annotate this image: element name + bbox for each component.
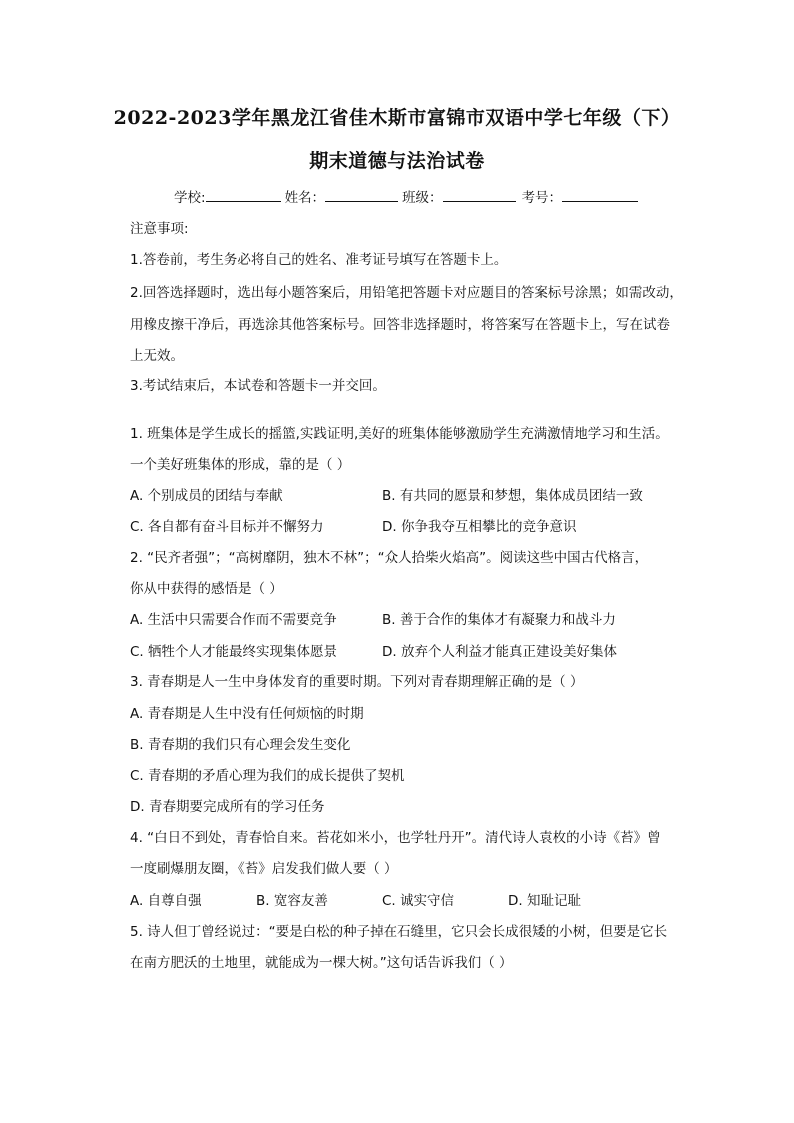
question-3-option-c: C. 青春期的矛盾心理为我们的成长提供了契机 [130, 768, 405, 784]
question-4-option-a: A. 自尊自强 [130, 893, 202, 909]
question-3-option-a: A. 青春期是人生中没有任何烦恼的时期 [130, 706, 364, 722]
question-4-stem-line-2: 一度刷爆朋友圈，《苔》启发我们做人要（ ） [130, 861, 398, 877]
question-4-option-d: D. 知耻记耻 [508, 893, 581, 909]
question-1-stem-line-2: 一个美好班集体的形成，靠的是（ ） [130, 457, 351, 473]
question-4-option-c: C. 诚实守信 [382, 893, 455, 909]
school-blank [206, 187, 281, 202]
notice-item-2-line-1: 2.回答选择题时，选出每小题答案后，用铅笔把答题卡对应题目的答案标号涂黑；如需改动， [130, 285, 683, 301]
notice-item-1: 1.答卷前，考生务必将自己的姓名、准考证号填写在答题卡上。 [130, 252, 508, 268]
name-label: 姓名： [284, 190, 326, 206]
notice-item-2-line-3: 上无效。 [130, 348, 184, 364]
class-blank [443, 187, 516, 202]
question-2-option-a: A. 生活中只需要合作而不需要竞争 [130, 612, 337, 628]
question-3-stem: 3. 青春期是人一生中身体发育的重要时期。下列对青春期理解正确的是（ ） [130, 674, 584, 690]
question-3-option-d: D. 青春期要完成所有的学习任务 [130, 799, 325, 815]
notice-item-3: 3.考试结束后，本试卷和答题卡一并交回。 [130, 378, 386, 394]
question-4-option-b: B. 宽容友善 [256, 893, 328, 909]
notice-heading: 注意事项: [130, 221, 189, 237]
question-2-option-d: D. 放弃个人利益才能真正建设美好集体 [382, 644, 617, 660]
class-label: 班级： [402, 190, 443, 206]
question-2-stem-line-1: 2. “民齐者强”；“高树靡阴，独木不林”；“众人拾柴火焰高”。阅读这些中国古代格言， [130, 550, 649, 566]
question-1-option-c: C. 各自都有奋斗目标并不懈努力 [130, 519, 324, 535]
exam-title-line-2: 期末道德与法治试卷 [309, 150, 485, 172]
question-2-option-b: B. 善于合作的集体才有凝聚力和战斗力 [382, 612, 616, 628]
notice-item-2-line-2: 用橡皮擦干净后，再选涂其他答案标号。回答非选择题时，将答案写在答题卡上，写在试卷 [130, 317, 670, 333]
question-4-stem-line-1: 4. “白日不到处，青春恰自来。苔花如米小，也学牡丹开”。清代诗人袁枚的小诗《苔》曾 [130, 830, 661, 846]
question-3-option-b: B. 青春期的我们只有心理会发生变化 [130, 737, 351, 753]
question-5-stem-line-1: 5. 诗人但丁曾经说过：“要是白松的种子掉在石缝里，它只会长成很矮的小树，但要是它长 [130, 924, 668, 940]
question-2-stem-line-2: 你从中获得的感悟是（ ） [130, 581, 283, 597]
student-info-row [174, 186, 638, 206]
school-label: 学校: [174, 190, 206, 206]
name-blank [325, 187, 398, 202]
question-1-option-a: A. 个别成员的团结与奉献 [130, 488, 283, 504]
question-1-option-b: B. 有共同的愿景和梦想，集体成员团结一致 [382, 488, 643, 504]
question-2-option-c: C. 牺牲个人才能最终实现集体愿景 [130, 644, 338, 660]
question-5-stem-line-2: 在南方肥沃的土地里，就能成为一棵大树。”这句话告诉我们（ ） [130, 955, 513, 971]
question-1-option-d: D. 你争我夺互相攀比的竞争意识 [382, 519, 577, 535]
exam-number-blank [562, 187, 638, 202]
exam-number-label: 考号： [521, 190, 563, 206]
exam-title-line-1: 2022-2023学年黑龙江省佳木斯市富锦市双语中学七年级（下） [113, 107, 681, 129]
question-1-stem-line-1: 1. 班集体是学生成长的摇篮,实践证明,美好的班集体能够激励学生充满激情地学习和生活。 [130, 426, 669, 442]
